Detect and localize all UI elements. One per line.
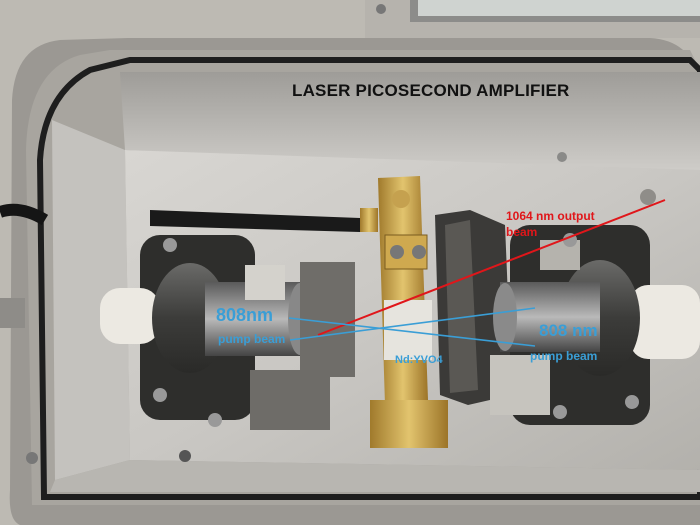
output-beam-label-line2: beam (506, 225, 538, 239)
lid-screw (376, 4, 386, 14)
brass-mount (378, 176, 428, 405)
right-wavelength-label: 808 nm (539, 321, 598, 340)
left-wavelength-label: 808nm (216, 305, 274, 325)
left-pump-label: pump beam (218, 332, 286, 346)
right-pump-label: pump beam (530, 349, 598, 363)
crystal-label: Nd:YVO4 (395, 354, 443, 366)
wall-hole (640, 189, 656, 205)
output-beam-label: 1064 nm output (506, 209, 595, 223)
image-title: LASER PICOSECOND AMPLIFIER (292, 81, 570, 100)
